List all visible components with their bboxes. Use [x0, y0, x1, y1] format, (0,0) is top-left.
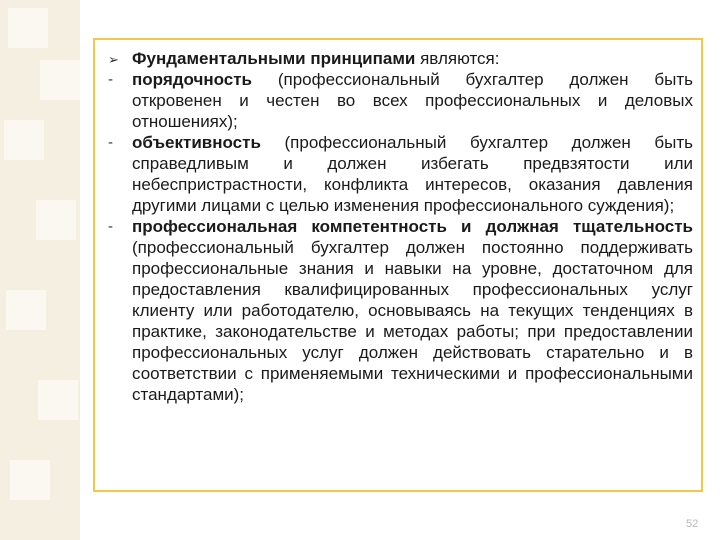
arrow-bullet-icon: ➢	[108, 52, 119, 67]
item-title: профессиональная компетентность и должная тщательность	[132, 217, 693, 236]
page-number: 52	[686, 518, 699, 530]
item-text: (профессиональный бухгалтер должен быть откровенен и честен во всех профессиональных и деловых отношениях);	[132, 70, 693, 131]
dash-bullet: -	[108, 218, 113, 235]
list-item	[108, 216, 693, 405]
item-text: (профессиональный бухгалтер должен быть справедливым и должен избегать предвзятости или небеспристрастности, конфликта интересов, оказания давления другими лицами с целью изменения профессионального суждения);	[132, 133, 693, 215]
decorative-square	[6, 290, 46, 330]
decorative-square	[4, 120, 44, 160]
decorative-square	[10, 460, 50, 500]
item-title: порядочность	[132, 70, 253, 89]
heading-rest: являются:	[415, 49, 500, 68]
item-title: объективность	[132, 133, 261, 152]
list-item	[108, 69, 693, 132]
slide-content	[108, 48, 693, 405]
item-text: (профессиональный бухгалтер должен постоянно поддерживать профессиональные знания и навыки на уровне, достаточном для предоставления квалифицированных профессиональных услуг клиенту или работодателю, основываясь на текущих тенденциях в практике, законодательстве и методах работы; при предоставлении профессиональных услуг должен действовать старательно и в соответствии с применяемыми техническими и профессиональными стандартами);	[132, 238, 693, 404]
list-item	[108, 132, 693, 216]
decorative-square	[38, 380, 78, 420]
dash-bullet: -	[108, 71, 113, 88]
decorative-square	[40, 60, 80, 100]
heading-bold: Фундаментальными принципами	[132, 49, 416, 68]
heading-item	[108, 48, 693, 69]
decorative-square	[8, 8, 48, 48]
dash-bullet: -	[108, 134, 113, 151]
decorative-square	[36, 200, 76, 240]
decorative-sidebar	[0, 0, 80, 540]
